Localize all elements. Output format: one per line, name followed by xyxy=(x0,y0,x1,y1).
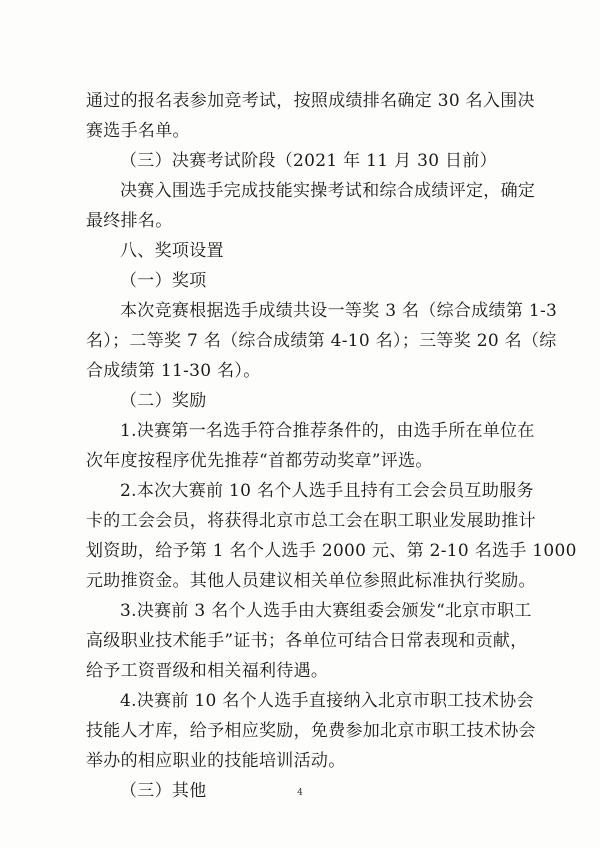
text-line: （二）奖励 xyxy=(120,391,207,411)
text-line: 最终排名。 xyxy=(86,211,173,231)
text-line: 八、奖项设置 xyxy=(120,241,224,261)
text-line: 2.本次大赛前 10 名个人选手且持有工会会员互助服务 xyxy=(120,481,534,501)
text-line: 3.决赛前 3 名个人选手由大赛组委会颁发“北京市职工 xyxy=(120,601,532,621)
text-line: 次年度按程序优先推荐“首都劳动奖章”评选。 xyxy=(86,451,433,471)
text-line: 名）；二等奖 7 名（综合成绩第 4-10 名）；三等奖 20 名（综 xyxy=(86,331,557,351)
text-line: 1.决赛第一名选手符合推荐条件的，由选手所在单位在 xyxy=(120,421,535,441)
text-line: 元助推资金。其他人员建议相关单位参照此标准执行奖励。 xyxy=(86,571,536,591)
text-line: 举办的相应职业的技能培训活动。 xyxy=(86,751,346,771)
text-line: 决赛入围选手完成技能实操考试和综合成绩评定，确定 xyxy=(120,181,536,201)
text-line: （三）其他 xyxy=(120,781,207,801)
text-line: 通过的报名表参加竞考试，按照成绩排名确定 30 名入围决 xyxy=(86,91,535,111)
text-line: 给予工资晋级和相关福利待遇。 xyxy=(86,661,329,681)
page-number: 4 xyxy=(297,788,303,798)
text-line: 4.决赛前 10 名个人选手直接纳入北京市职工技术协会 xyxy=(120,691,534,711)
text-line: （三）决赛考试阶段（2021 年 11 月 30 日前） xyxy=(120,151,497,171)
text-line: 赛选手名单。 xyxy=(86,121,190,141)
text-line: 高级职业技术能手”证书；各单位可结合日常表现和贡献， xyxy=(86,631,528,651)
text-line: （一）奖项 xyxy=(120,271,207,291)
text-line: 卡的工会会员，将获得北京市总工会在职工职业发展助推计 xyxy=(86,511,536,531)
text-line: 划资助，给予第 1 名个人选手 2000 元、第 2-10 名选手 1000 xyxy=(86,541,577,561)
body-text xyxy=(86,86,577,806)
text-line: 本次竞赛根据选手成绩共设一等奖 3 名（综合成绩第 1-3 xyxy=(120,301,558,321)
text-line: 合成绩第 11-30 名）。 xyxy=(86,361,261,381)
text-line: 技能人才库，给予相应奖励，免费参加北京市职工技术协会 xyxy=(86,721,536,741)
